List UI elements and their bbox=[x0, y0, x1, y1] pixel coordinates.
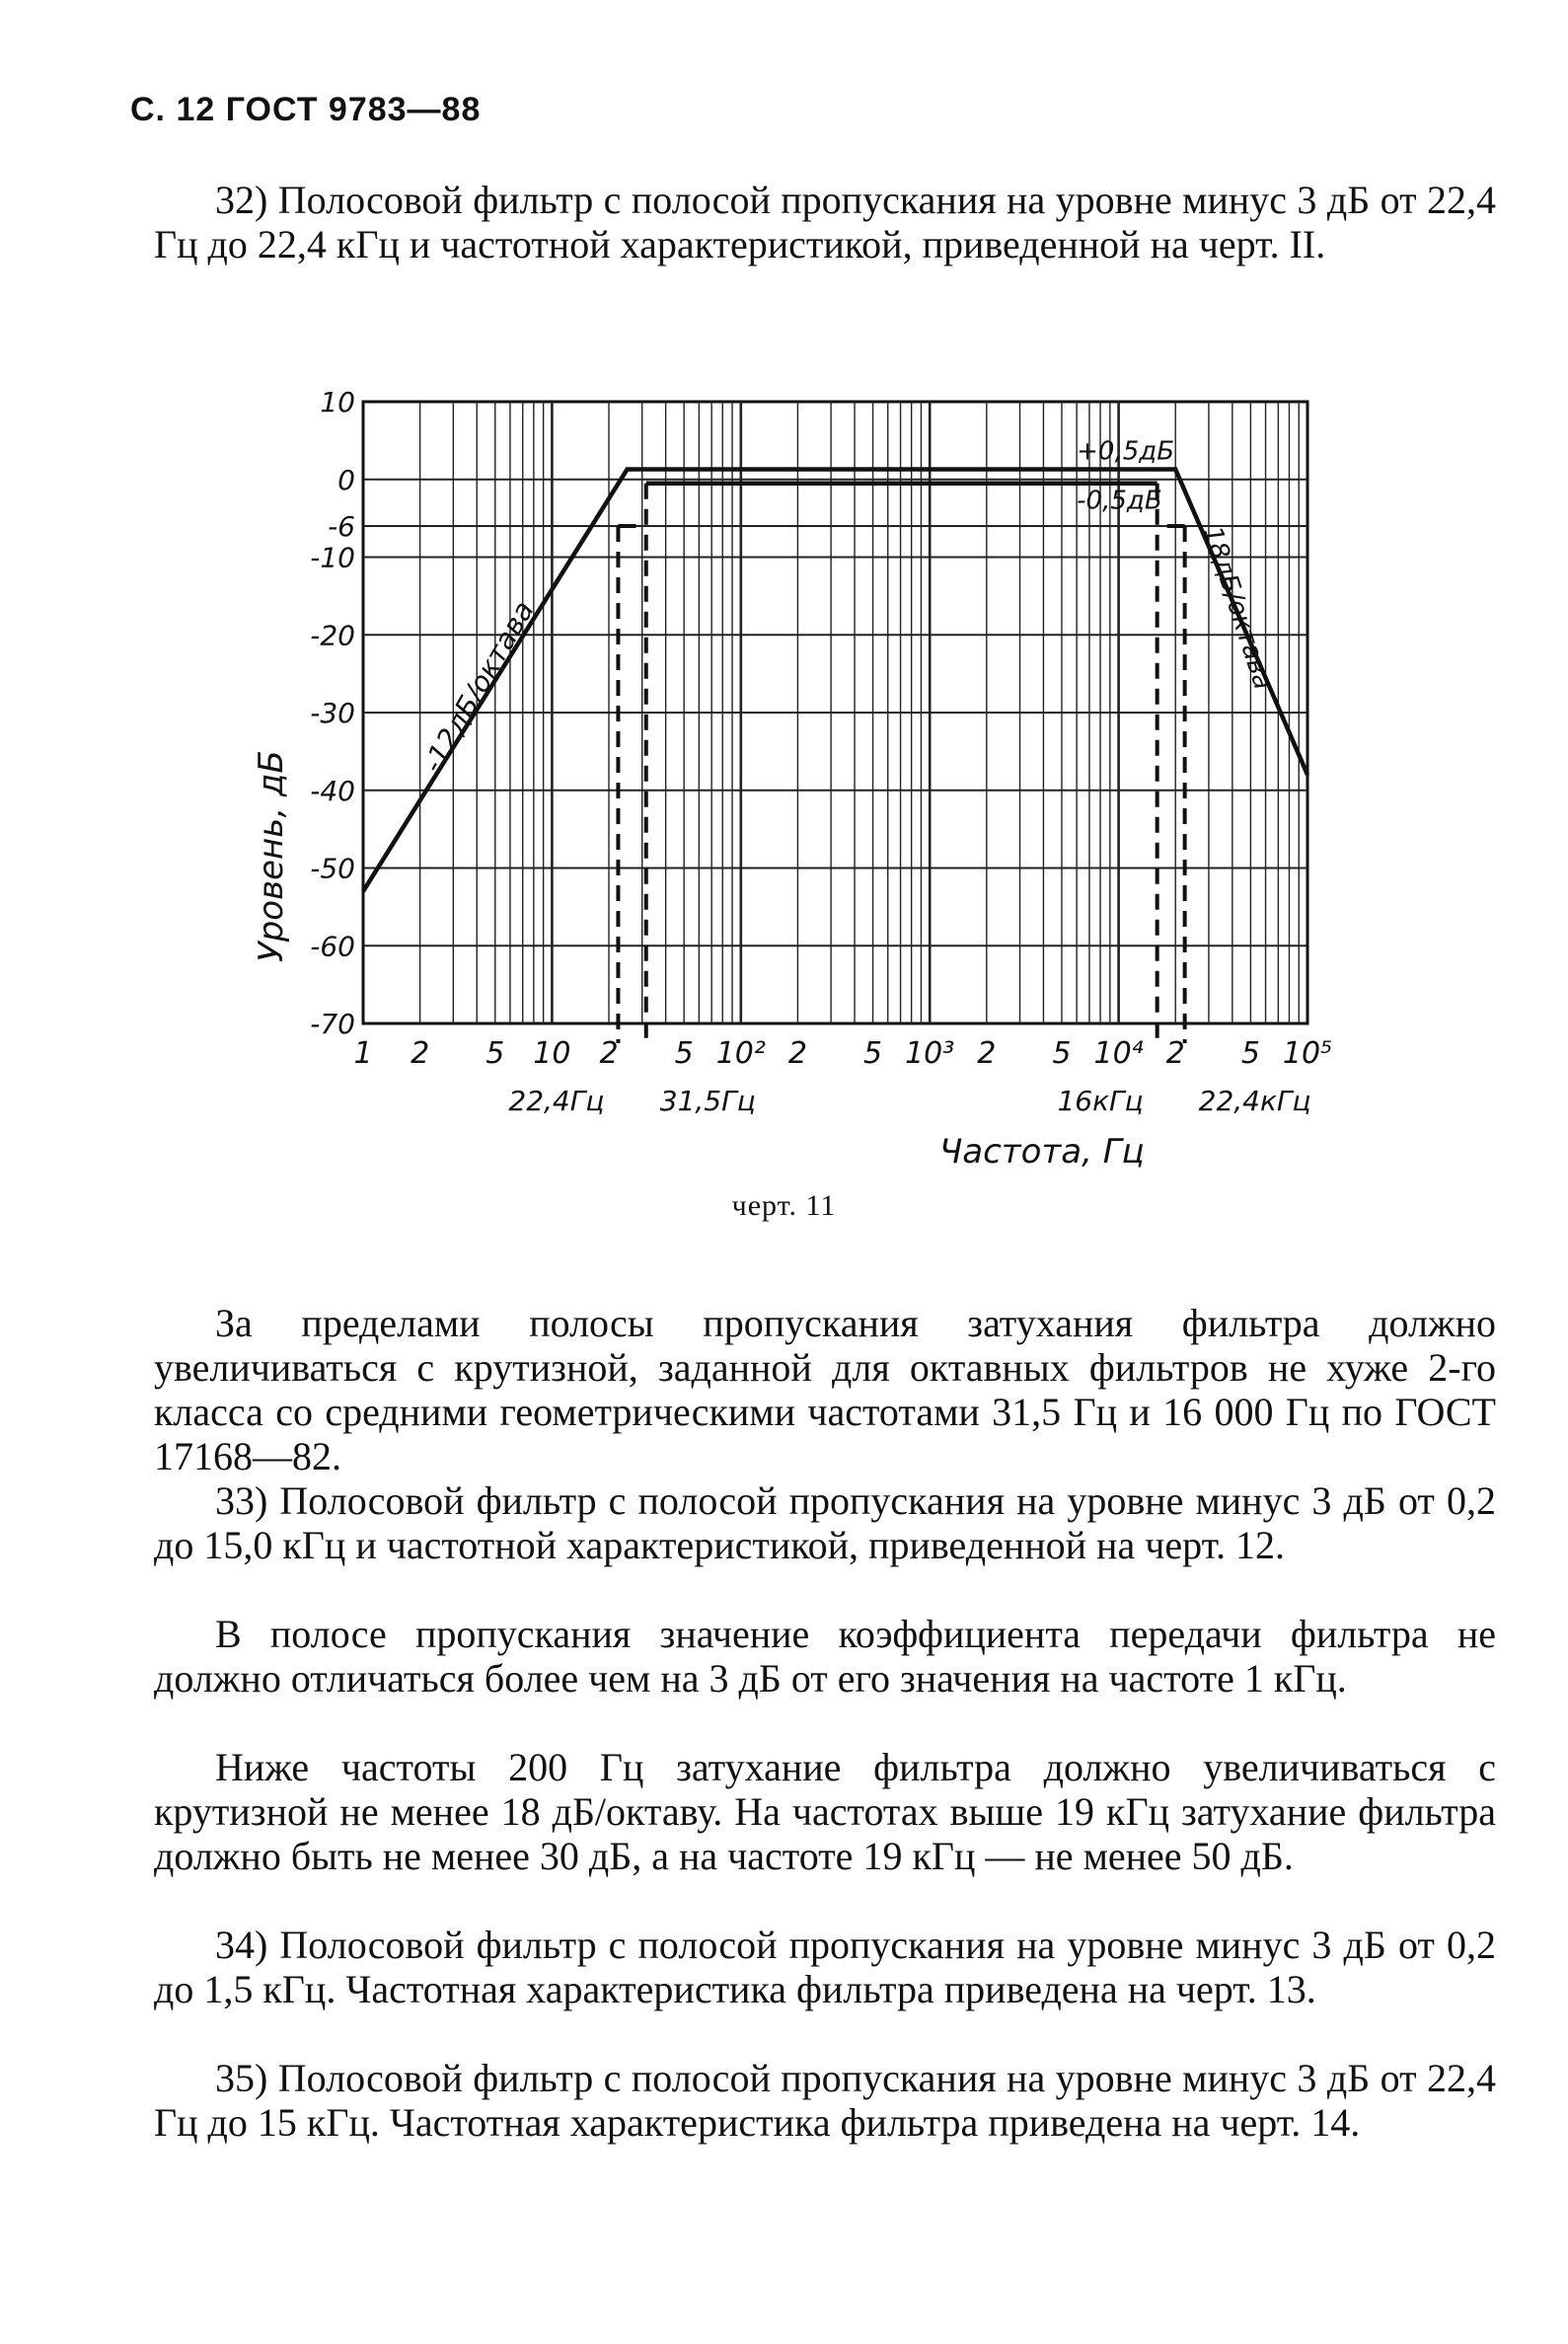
marker-label: 31,5Гц bbox=[659, 1085, 756, 1117]
frequency-response-chart bbox=[237, 380, 1381, 1179]
marker-label: 22,4кГц bbox=[1198, 1085, 1311, 1117]
x-tick-label: 5 bbox=[863, 1036, 883, 1071]
y-tick-label: -20 bbox=[310, 619, 355, 652]
annotation-minus-0-5db: -0,5дБ bbox=[1077, 486, 1162, 516]
upper-limit-line bbox=[363, 470, 1307, 892]
paragraph-passband: В полосе пропускания значение коэффициента передачи фильтра не должно отличаться более чем на 3 дБ от его значения на частоте 1 кГц. bbox=[154, 1612, 1496, 1701]
y-tick-label: 10 bbox=[320, 386, 355, 418]
x-tick-label: 5 bbox=[674, 1036, 694, 1071]
x-tick-label: 5 bbox=[485, 1036, 505, 1071]
y-tick-label: -30 bbox=[310, 697, 355, 729]
x-tick-label: 2 bbox=[1165, 1036, 1185, 1071]
y-tick-label: 0 bbox=[337, 463, 355, 496]
x-tick-label: 10⁵ bbox=[1282, 1036, 1333, 1071]
y-tick-label: -10 bbox=[310, 541, 355, 574]
y-tick-label: -70 bbox=[310, 1008, 355, 1040]
item-32: 32) Полосовой фильтр с полосой пропускания на уровне минус 3 дБ от 22,4 Гц до 22,4 кГц и частотной характеристикой, приведенной на черт. II. bbox=[154, 178, 1496, 266]
x-tick-label: 10 bbox=[533, 1036, 571, 1071]
x-tick-label: 10³ bbox=[905, 1036, 955, 1071]
x-tick-label: 10⁴ bbox=[1093, 1036, 1144, 1071]
y-tick-label: -6 bbox=[328, 510, 355, 543]
x-tick-label: 10² bbox=[715, 1036, 766, 1071]
chart-series bbox=[363, 470, 1307, 892]
x-tick-label: 2 bbox=[411, 1036, 430, 1071]
annotation-plus-0-5db: +0,5дБ bbox=[1077, 436, 1175, 467]
y-tick-label: -50 bbox=[310, 852, 355, 885]
y-tick-label: -40 bbox=[310, 774, 355, 807]
marker-label: 22,4Гц bbox=[508, 1085, 605, 1117]
y-tick-label: -60 bbox=[310, 930, 355, 963]
annotation-slope-left: -12дБ/октава bbox=[415, 595, 541, 779]
x-tick-label: 2 bbox=[977, 1036, 997, 1071]
x-tick-label: 5 bbox=[1240, 1036, 1260, 1071]
item-33: 33) Полосовой фильтр с полосой пропускания на уровне минус 3 дБ от 0,2 до 15,0 кГц и частотной характеристикой, приведенной на черт. 12. bbox=[154, 1478, 1496, 1567]
x-tick-label: 2 bbox=[599, 1036, 619, 1071]
marker-label: 16кГц bbox=[1057, 1085, 1144, 1117]
paragraph-outside-passband: За пределами полосы пропускания затухания фильтра должно увеличиваться с крутизной, заданной для октавных фильтров не хуже 2-го класса со средними геометрическими частотами 31,5 Гц и 16 000 Гц по ГОСТ 17168—82. bbox=[154, 1301, 1496, 1478]
chart-grid bbox=[363, 402, 1307, 1023]
page-header: С. 12 ГОСТ 9783—88 bbox=[130, 91, 482, 128]
x-tick-label: 1 bbox=[353, 1036, 373, 1071]
figure-caption: черт. 11 bbox=[731, 1189, 837, 1222]
item-35: 35) Полосовой фильтр с полосой пропускания на уровне минус 3 дБ от 22,4 Гц до 15 кГц. Частотная характеристика фильтра приведена на черт. 14. bbox=[154, 2056, 1496, 2145]
y-axis-label: Уровень, дБ bbox=[252, 750, 291, 962]
paragraph-below-200hz: Ниже частоты 200 Гц затухание фильтра должно увеличиваться с крутизной не менее 18 дБ/октаву. На частотах выше 19 кГц затухание фильтра должно быть не менее 30 дБ, а на частоте 19 кГц — не менее 50 дБ. bbox=[154, 1745, 1496, 1878]
annotation-slope-right: 18дБ/октава bbox=[1197, 522, 1278, 694]
item-34: 34) Полосовой фильтр с полосой пропускания на уровне минус 3 дБ от 0,2 до 1,5 кГц. Частотная характеристика фильтра приведена на черт. 13. bbox=[154, 1923, 1496, 2011]
x-tick-label: 2 bbox=[787, 1036, 807, 1071]
x-axis-label: Частота, Гц bbox=[939, 1132, 1145, 1172]
x-tick-label: 5 bbox=[1052, 1036, 1072, 1071]
